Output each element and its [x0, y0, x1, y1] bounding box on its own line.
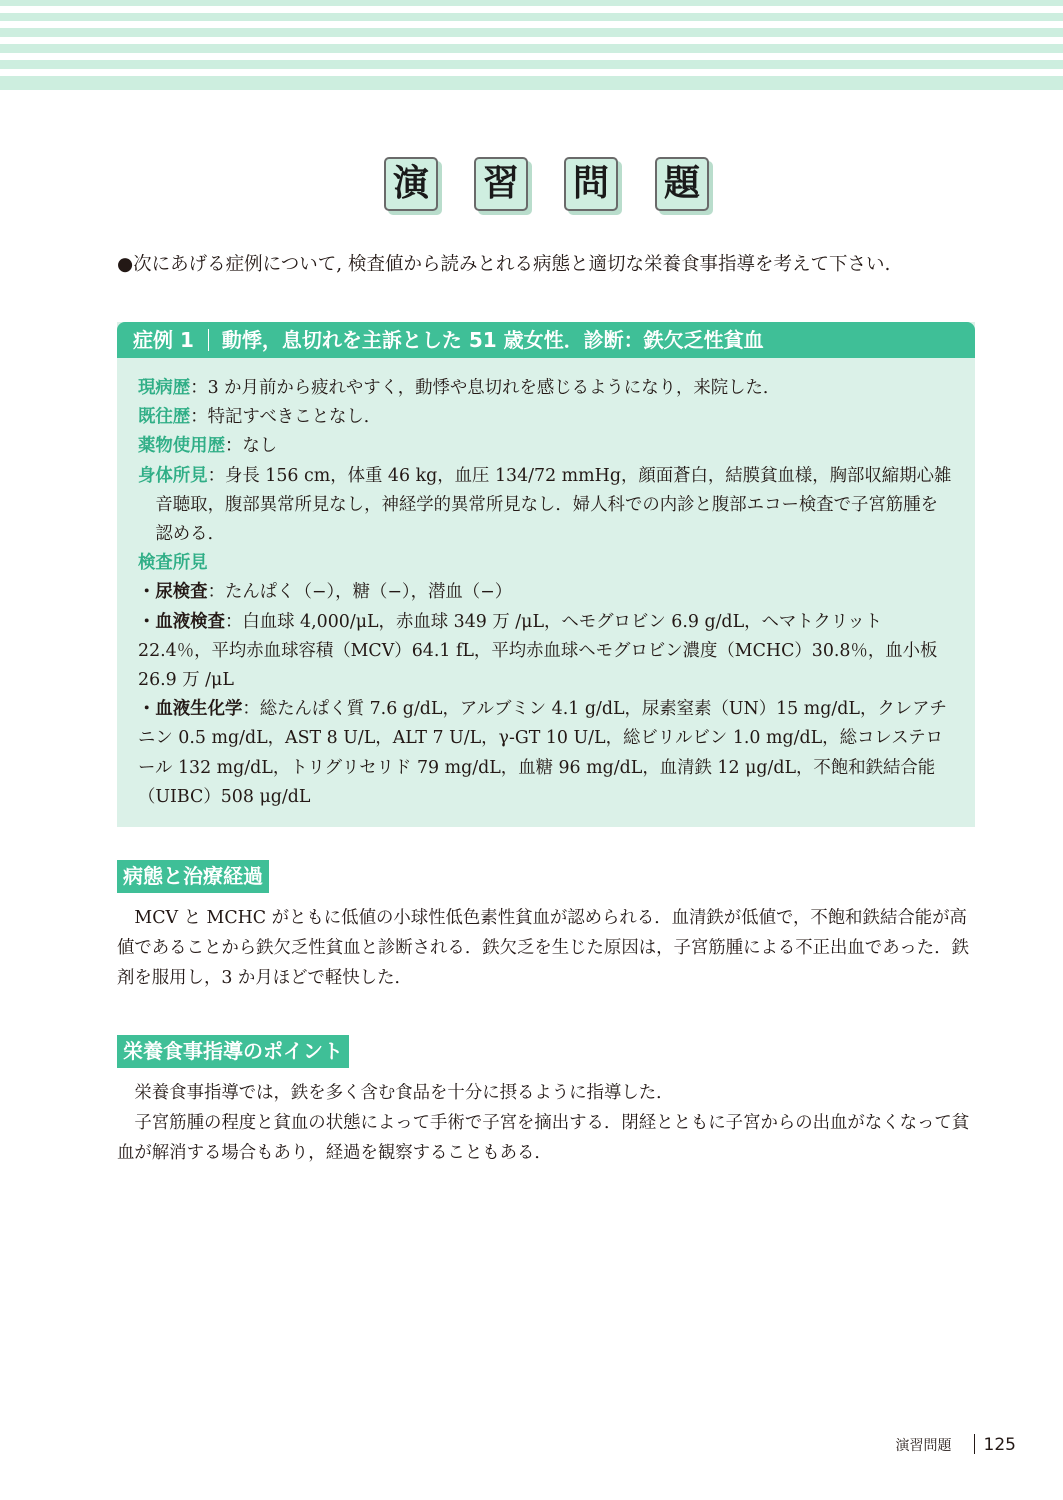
urine-test	[138, 578, 955, 607]
footer-label: 演習問題	[895, 1438, 952, 1454]
present-illness	[138, 374, 955, 403]
nutrition-section	[117, 1079, 975, 1168]
pathology-text: MCV と MCHC がともに低値の小球性低色素性貧血が認められる．血清鉄が低値で，不飽和鉄結合能が高値であることから鉄欠乏性貧血と診断される．鉄欠乏を生じた原因は，子宮筋腫による不正出血であった．鉄剤を服用し，3 か月ほどで軽快した．	[117, 908, 969, 988]
pathology-heading: 病態と治療経過	[117, 860, 269, 893]
exam-findings-heading	[138, 549, 955, 578]
case-body	[117, 358, 975, 812]
nutrition-paragraph-1: 栄養食事指導では，鉄を多く含む食品を十分に摂るように指導した．	[134, 1083, 674, 1103]
present-text: ：3 か月前から疲れやすく，動悸や息切れを感じるようになり，来院した．	[190, 378, 781, 398]
blood-test	[138, 608, 955, 696]
past-text: ：特記すべきことなし．	[190, 407, 382, 428]
case-box	[117, 322, 975, 827]
title-char: 習	[474, 157, 528, 211]
pathology-section	[117, 904, 975, 993]
urine-label: ・尿検査	[138, 582, 208, 603]
blood-biochemistry	[138, 695, 955, 812]
biochem-label: ・血液生化学	[138, 699, 243, 720]
case-heading: 動悸，息切れを主訴とした 51 歳女性．診断：鉄欠乏性貧血	[221, 328, 764, 352]
physical-findings	[138, 462, 955, 550]
intro-text: ●次にあげる症例について, 検査値から読みとれる病態と適切な栄養食事指導を考えて下さい.	[117, 254, 891, 275]
nutrition-heading: 栄養食事指導のポイント	[117, 1035, 349, 1068]
past-label: 既往歴	[138, 407, 191, 428]
blood-label: ・血液検査	[138, 611, 225, 632]
present-label: 現病歴	[138, 378, 191, 398]
page-title	[0, 157, 1063, 213]
footer-divider	[974, 1434, 975, 1454]
biochem-text: ：総たんぱく質 7.6 g/dL，アルブミン 4.1 g/dL，尿素窒素（UN）15 mg/dL，クレアチニン 0.5 mg/dL，AST 8 U/L，ALT 7 U/L，γ-GT 10 U/L，総ビリルビン 1.0 mg/dL，総コレステロール 132 mg/dL，トリグリセリド 79 mg/dL，血糖 96 mg/dL，血清鉄 12 μg/dL，不飽和鉄結合能（UIBC）508 μg/dL	[138, 699, 947, 807]
case-header	[117, 322, 975, 358]
nutrition-paragraph-2: 子宮筋腫の程度と貧血の状態によって手術で子宮を摘出する．閉経とともに子宮からの出血がなくなって貧血が解消する場合もあり，経過を観察することもある．	[117, 1112, 970, 1163]
case-number: 症例 1	[133, 328, 194, 352]
blood-text: ：白血球 4,000/μL，赤血球 349 万 /μL，ヘモグロビン 6.9 g/dL，ヘマトクリット 22.4％，平均赤血球容積（MCV）64.1 fL，平均赤血球ヘモグロビン濃度（MCHC）30.8％，血小板 26.9 万 /μL	[138, 611, 938, 691]
drug-label: 薬物使用歴	[138, 436, 225, 457]
exam-label: 検査所見	[138, 553, 208, 574]
past-history	[138, 403, 955, 432]
case-header-divider	[208, 329, 209, 351]
header-stripes	[0, 0, 1063, 90]
urine-text: ：たんぱく（−），糖（−），潜血（−）	[207, 582, 513, 603]
page-footer	[896, 1432, 1016, 1458]
physical-label: 身体所見	[138, 465, 208, 486]
drug-history	[138, 432, 955, 461]
drug-text: ：なし	[224, 436, 278, 457]
title-char: 演	[384, 157, 438, 211]
title-char: 題	[655, 157, 709, 211]
page-number: 125	[983, 1435, 1016, 1455]
title-char: 問	[564, 157, 618, 211]
physical-text: ：身長 156 cm，体重 46 kg，血圧 134/72 mmHg，顔面蒼白，結膜貧血様，胸部収縮期心雑音聴取，腹部異常所見なし，神経学的異常所見なし．婦人科での内診と腹部エコー検査で子宮筋腫を認める．	[155, 465, 952, 545]
